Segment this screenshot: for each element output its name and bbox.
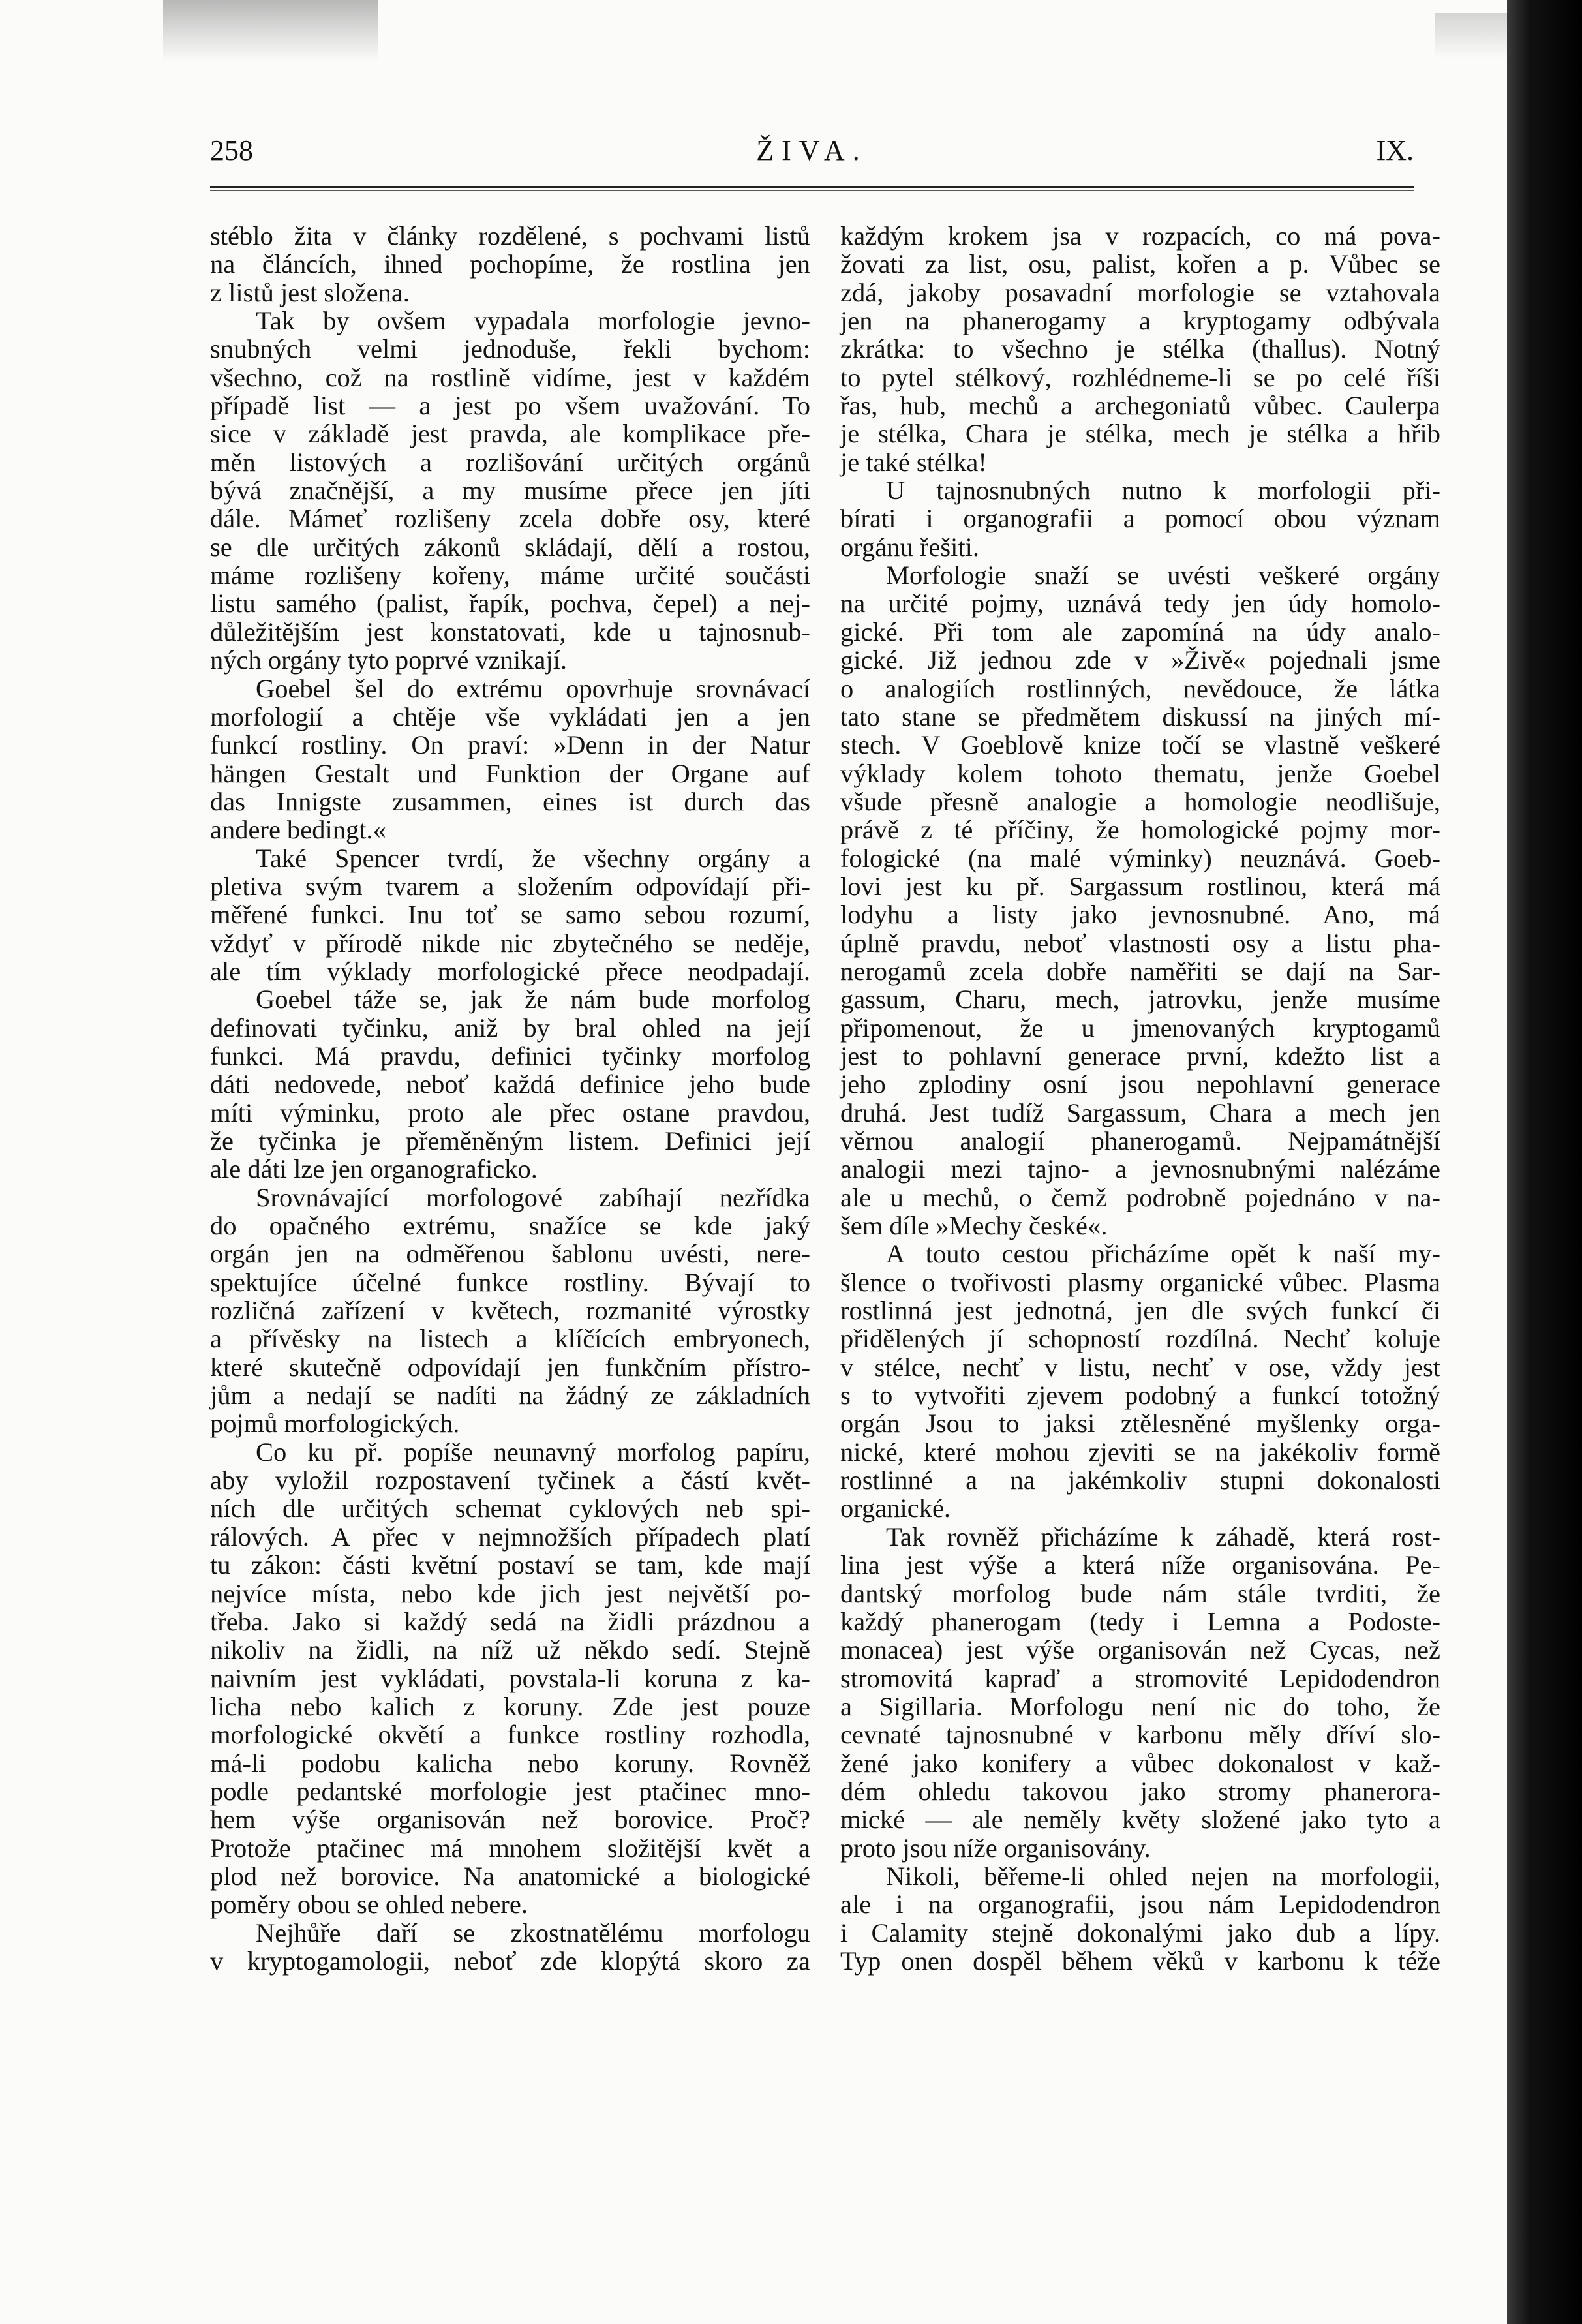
text-line: jen na phanerogamy a kryptogamy odbývala — [840, 306, 1440, 336]
text-line: Tak by ovšem vypadala morfologie jevno- — [256, 306, 810, 336]
text-line: případě list — a jest po všem uvažování. To — [210, 391, 810, 421]
text-line: se dle určitých zákonů skládají, dělí a rostou, — [210, 532, 810, 562]
text-line: jům a nedají se nadíti na žádný ze základních — [210, 1381, 810, 1411]
text-line: o analogiích rostlinných, nevědouce, že látka — [840, 673, 1440, 703]
text-line: dále. Mámeť rozlišeny zcela dobře osy, které — [210, 504, 810, 534]
text-line: z listů jest složena. — [210, 277, 410, 307]
text-line: analogii mezi tajno- a jevnosnubnými nalézáme — [840, 1154, 1440, 1184]
text-line: šlence o tvořivosti plasmy organické vůbec. Plasma — [840, 1267, 1440, 1297]
text-line: lodyhu a listy jako jevnosnubné. Ano, má — [840, 900, 1440, 930]
scan-artifact — [163, 0, 378, 62]
journal-title: ŽIVA. — [756, 134, 868, 166]
text-line: každý phanerogam (tedy i Lemna a Podoste- — [840, 1606, 1440, 1636]
text-line: stéblo žita v články rozdělené, s pochvami listů — [210, 221, 810, 251]
running-header — [210, 134, 1414, 179]
text-line: žené jako konifery a vůbec dokonalost v kaž- — [840, 1748, 1440, 1778]
text-line: to pytel stélkový, rozhlédneme-li se po celé říši — [840, 362, 1440, 392]
text-line: připomenout, že u jmenovaných kryptogamů — [840, 1013, 1440, 1043]
text-line: ale dáti lze jen organograficko. — [210, 1154, 538, 1184]
text-line: organické. — [840, 1493, 951, 1523]
text-line: právě z té příčiny, že homologické pojmy mor- — [840, 815, 1440, 845]
text-line: nické, které mohou zjeviti se na jakékoliv formě — [840, 1437, 1440, 1467]
text-line: Protože ptačinec má mnohem složitější květ a — [210, 1833, 810, 1863]
text-line: U tajnosnubných nutno k morfologii při- — [886, 476, 1440, 506]
text-line: andere bedingt.« — [210, 815, 386, 845]
text-line: je také stélka! — [840, 447, 987, 477]
text-line: poměry obou se ohled nebere. — [210, 1889, 528, 1919]
text-line: na článcích, ihned pochopíme, že rostlina jen — [210, 249, 810, 279]
text-line: jeho zplodiny osní jsou nepohlavní generace — [840, 1069, 1440, 1099]
text-line: plod než borovice. Na anatomické a biologické — [210, 1861, 810, 1891]
text-line: orgán Jsou to jaksi ztělesněné myšlenky orga- — [840, 1409, 1440, 1439]
text-line: bývá značnější, a my musíme přece jen jíti — [210, 476, 810, 506]
text-line: nerogamů zcela dobře naměřiti se dají na Sar- — [840, 956, 1440, 986]
text-line: a Sigillaria. Morfologu není nic do toho, že — [840, 1691, 1440, 1721]
text-line: Také Spencer tvrdí, že všechny orgány a — [256, 843, 810, 873]
text-line: funkcí rostliny. On praví: »Denn in der Natur — [210, 730, 810, 760]
scan-border — [1507, 0, 1582, 2324]
text-line: definovati tyčinku, aniž by bral ohled na její — [210, 1013, 810, 1043]
text-line: ale u mechů, o čemž podrobně pojednáno v na- — [840, 1182, 1440, 1212]
text-line: řas, hub, mechů a archegoniatů vůbec. Caulerpa — [840, 391, 1440, 421]
text-line: proto jsou níže organisovány. — [840, 1833, 1151, 1863]
text-line: orgánu řešiti. — [840, 532, 979, 562]
text-line: fologické (na malé výminky) neuznává. Goeb- — [840, 843, 1440, 873]
text-line: sice v základě jest pravda, ale komplikace pře- — [210, 419, 810, 449]
text-line: rálových. A přec v nejmnožších případech platí — [210, 1521, 810, 1552]
text-line: které skutečně odpovídají jen funkčním přístro- — [210, 1352, 810, 1382]
text-line: ale i na organografii, jsou nám Lepidodendron — [840, 1889, 1440, 1919]
text-line: bírati i organografii a pomocí obou význam — [840, 504, 1440, 534]
text-line: měn listových a rozlišování určitých orgánů — [210, 447, 810, 477]
text-line: tu zákon: části květní postaví se tam, kde mají — [210, 1550, 810, 1580]
text-line: lina jest výše a která níže organisována. Pe- — [840, 1550, 1440, 1580]
text-line: na určité pojmy, uznává tedy jen údy homolo- — [840, 589, 1440, 619]
text-line: a přívěsky na listech a klíčících embryonech, — [210, 1324, 810, 1354]
text-line: v stélce, nechť v listu, nechť v ose, vždy jest — [840, 1352, 1440, 1382]
text-line: stech. V Goeblově knize točí se vlastně veškeré — [840, 730, 1440, 760]
text-line: druhá. Jest tudíž Sargassum, Chara a mech jen — [840, 1097, 1440, 1127]
text-line: Morfologie snaží se uvésti veškeré orgány — [886, 560, 1440, 590]
text-line: pletiva svým tvarem a složením odpovídají při- — [210, 871, 810, 901]
text-line: ních dle určitých schemat cyklových neb spi- — [210, 1493, 810, 1523]
text-line: měřené funkci. Inu toť se samo sebou rozumí, — [210, 900, 810, 930]
text-line: spektujíce účelné funkce rostliny. Bývají to — [210, 1267, 810, 1297]
text-line: orgán jen na odměřenou šablonu uvésti, nere- — [210, 1239, 810, 1269]
text-line: že tyčinka je přeměněným listem. Definici její — [210, 1126, 810, 1155]
text-line: Nikoli, běřeme-li ohled nejen na morfologii, — [886, 1861, 1440, 1891]
text-line: ných orgány tyto poprvé vznikají. — [210, 645, 568, 675]
text-line: lovi jest ku př. Sargassum rostlinou, která má — [840, 871, 1440, 901]
text-line: zkrátka: to všechno je stélka (thallus). Notný — [840, 334, 1440, 364]
text-line: nikoliv na židli, na níž už někdo sedí. Stejně — [210, 1635, 810, 1665]
left-column — [210, 222, 810, 1975]
text-line: důležitějším jest konstatovati, kde u tajnosnub- — [210, 617, 810, 647]
text-line: dantský morfolog bude nám stále tvrditi, že — [840, 1578, 1440, 1608]
text-line: rozličná zařízení v květech, rozmanité výrostky — [210, 1296, 810, 1326]
text-line: věrnou analogií phanerogamů. Nejpamátnější — [840, 1126, 1440, 1155]
text-line: míti výminku, proto ale přec ostane pravdou, — [210, 1097, 810, 1127]
text-line: každým krokem jsa v rozpacích, co má pova- — [840, 221, 1440, 251]
text-line: nejvíce místa, nebo kde jich jest největší po- — [210, 1578, 810, 1608]
text-line: das Innigste zusammen, eines ist durch das — [210, 786, 810, 816]
text-line: všude přesně analogie a homologie neodlišuje, — [840, 786, 1440, 816]
text-line: gassum, Charu, mech, jatrovku, jenže musíme — [840, 985, 1440, 1015]
text-line: rostlinné a na jakémkoliv stupni dokonalosti — [840, 1465, 1440, 1495]
text-line: pojmů morfologických. — [210, 1409, 460, 1439]
text-line: s to vytvořiti zjevem podobný a funkcí totožný — [840, 1381, 1440, 1411]
text-line: morfologické okvětí a funkce rostliny rozhodla, — [210, 1720, 810, 1750]
text-line: výklady kolem tohoto thematu, jenže Goebel — [840, 758, 1440, 788]
header-rule — [210, 186, 1414, 191]
text-line: Goebel táže se, jak že nám bude morfolog — [256, 985, 810, 1015]
text-line: ale tím výklady morfologické přece neodpadají. — [210, 956, 810, 986]
text-line: gické. Při tom ale zapomíná na údy analo- — [840, 617, 1440, 647]
text-line: cevnaté tajnosnubné v karbonu měly dříví slo- — [840, 1720, 1440, 1750]
text-line: hängen Gestalt und Funktion der Organe auf — [210, 758, 810, 788]
text-line: funkci. Má pravdu, definici tyčinky morfolog — [210, 1041, 810, 1071]
text-line: morfologií a chtěje vše vykládati jen a jen — [210, 701, 810, 731]
text-line: zdá, jakoby posavadní morfologie se vztahovala — [840, 277, 1440, 307]
text-line: Typ onen dospěl během věků v karbonu k téže — [840, 1946, 1440, 1976]
page-number: 258 — [210, 134, 253, 166]
text-line: aby vyložil rozpostavení tyčinek a částí květ- — [210, 1465, 810, 1495]
text-line: mické — ale neměly květy složené jako tyto a — [840, 1805, 1440, 1835]
text-line: je stélka, Chara je stélka, mech je stélka a hřib — [840, 419, 1440, 449]
text-line: Nejhůře daří se zkostnatělému morfologu — [256, 1918, 810, 1948]
text-line: monacea) jest výše organisován než Cycas, než — [840, 1635, 1440, 1665]
text-line: jest to pohlavní generace první, kdežto list a — [840, 1041, 1440, 1071]
text-line: úplně pravdu, neboť vlastnosti osy a listu pha- — [840, 928, 1440, 958]
text-line: všechno, což na rostlině vidíme, jest v každém — [210, 362, 810, 392]
text-line: přidělených jí schopností rozdílná. Nechť koluje — [840, 1324, 1440, 1354]
text-line: gické. Již jednou zde v »Živě« pojednali jsme — [840, 645, 1440, 675]
text-line: žovati za list, osu, palist, kořen a p. Vůbec se — [840, 249, 1440, 279]
text-line: rostlinná jest jednotná, jen dle svých funkcí či — [840, 1296, 1440, 1326]
text-line: Co ku př. popíše neunavný morfolog papíru, — [256, 1437, 810, 1467]
text-line: tato stane se předmětem diskussí na jiných mí- — [840, 701, 1440, 731]
text-line: třeba. Jako si každý sedá na židli prázdnou a — [210, 1606, 810, 1636]
text-line: A touto cestou přicházíme opět k naší my- — [886, 1239, 1440, 1269]
text-line: dáti nedovede, neboť každá definice jeho bude — [210, 1069, 810, 1099]
volume-number: IX. — [1376, 134, 1414, 166]
text-line: Srovnávající morfologové zabíhají nezřídka — [256, 1182, 810, 1212]
text-line: naivním jest vykládati, povstala-li koruna z ka- — [210, 1663, 810, 1693]
text-line: stromovitá kapraď a stromovité Lepidodendron — [840, 1663, 1440, 1693]
text-line: licha nebo kalich z koruny. Zde jest pouze — [210, 1691, 810, 1721]
text-line: do opačného extrému, snažíce se kde jaký — [210, 1211, 810, 1241]
text-line: Goebel šel do extrému opovrhuje srovnávací — [256, 673, 810, 703]
text-line: v kryptogamologii, neboť zde klopýtá skoro za — [210, 1946, 810, 1976]
text-line: šem díle »Mechy české«. — [840, 1211, 1108, 1241]
text-line: vždyť v přírodě nikde nic zbytečného se neděje, — [210, 928, 810, 958]
text-line: i Calamity stejně dokonalými jako dub a lípy. — [840, 1918, 1440, 1948]
right-column — [840, 222, 1440, 1975]
text-line: snubných velmi jednoduše, řekli bychom: — [210, 334, 810, 364]
text-line: dém ohledu takovou jako stromy phanerога- — [840, 1776, 1440, 1806]
text-line: listu samého (palist, řapík, pochva, čepel) a nej- — [210, 589, 810, 619]
text-line: máme rozlišeny kořeny, máme určité součásti — [210, 560, 810, 590]
scan-artifact — [1435, 13, 1507, 59]
text-line: Tak rovněž přicházíme k záhadě, která rost- — [886, 1521, 1440, 1552]
text-line: má-li podobu kalicha nebo koruny. Rovněž — [210, 1748, 810, 1778]
text-line: hem výše organisován než borovice. Proč? — [210, 1805, 810, 1835]
text-line: podle pedantské morfologie jest ptačinec mno- — [210, 1776, 810, 1806]
